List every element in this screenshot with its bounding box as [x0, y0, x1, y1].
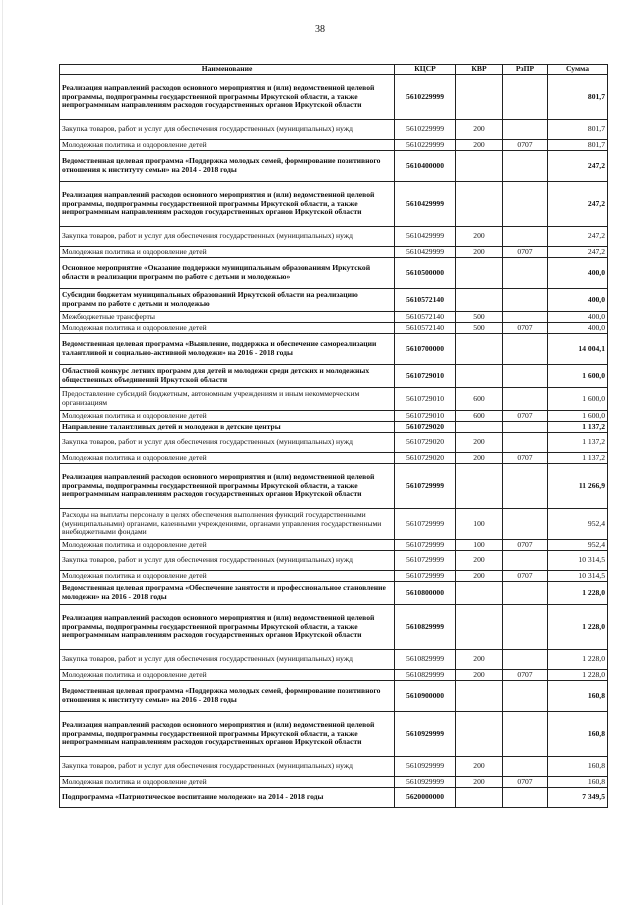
- table-row: [60, 605, 608, 650]
- row-name-cell: Подпрограмма «Патриотическое воспитание молодежи» на 2014 - 2018 годы: [60, 788, 395, 808]
- row-kvr-cell: 200: [456, 433, 503, 453]
- row-kcsr-cell: 5610729999: [395, 464, 456, 509]
- row-kvr-cell: [456, 422, 503, 433]
- row-kcsr-cell: 5610800000: [395, 582, 456, 605]
- row-kvr-cell: [456, 464, 503, 509]
- table-row: [60, 788, 608, 808]
- row-rzpr-cell: [503, 334, 548, 365]
- row-sum-cell: 247,2: [548, 151, 608, 182]
- row-name-cell: Молодежная политика и оздоровление детей: [60, 453, 395, 464]
- row-rzpr-cell: [503, 75, 548, 120]
- table-row: [60, 182, 608, 227]
- table-row: [60, 582, 608, 605]
- table-row: [60, 712, 608, 757]
- row-kcsr-cell: 5610229999: [395, 120, 456, 140]
- row-kvr-cell: [456, 605, 503, 650]
- row-rzpr-cell: 0707: [503, 571, 548, 582]
- row-kvr-cell: [456, 681, 503, 712]
- row-kvr-cell: 600: [456, 411, 503, 422]
- row-rzpr-cell: [503, 258, 548, 289]
- row-sum-cell: 1 600,0: [548, 411, 608, 422]
- row-name-cell: Молодежная политика и оздоровление детей: [60, 411, 395, 422]
- row-sum-cell: 247,2: [548, 247, 608, 258]
- table-row: [60, 551, 608, 571]
- row-kcsr-cell: 5610572140: [395, 312, 456, 323]
- row-name-cell: Молодежная политика и оздоровление детей: [60, 571, 395, 582]
- row-name-cell: Расходы на выплаты персоналу в целях обеспечения выполнения функций государственными (муниципальными) органами, казенными учреждениями, органами управления государственными внебюджетными фондами: [60, 509, 395, 540]
- table-row: [60, 388, 608, 411]
- row-sum-cell: 10 314,5: [548, 571, 608, 582]
- row-name-cell: Ведомственная целевая программа «Поддержка молодых семей, формирование позитивного отношения к институту семьи» на 2014 - 2018 годы: [60, 151, 395, 182]
- row-rzpr-cell: 0707: [503, 140, 548, 151]
- row-name-cell: Закупка товаров, работ и услуг для обеспечения государственных (муниципальных) нужд: [60, 551, 395, 571]
- header-name: Наименование: [60, 65, 395, 75]
- row-kcsr-cell: 5610429999: [395, 182, 456, 227]
- row-name-cell: Молодежная политика и оздоровление детей: [60, 540, 395, 551]
- row-kcsr-cell: 5610729010: [395, 365, 456, 388]
- row-name-cell: Областной конкурс летних программ для детей и молодежи среди детских и молодежных общественных объединений Иркутской области: [60, 365, 395, 388]
- row-rzpr-cell: 0707: [503, 247, 548, 258]
- row-kvr-cell: [456, 182, 503, 227]
- row-rzpr-cell: [503, 650, 548, 670]
- row-kvr-cell: 200: [456, 777, 503, 788]
- row-rzpr-cell: 0707: [503, 411, 548, 422]
- row-sum-cell: 801,7: [548, 140, 608, 151]
- row-name-cell: Реализация направлений расходов основного мероприятия и (или) ведомственной целевой программы, подпрограммы государственной программы Иркутской области, а также непрограммным направлениям расходов государственных органов Иркутской области: [60, 464, 395, 509]
- row-kcsr-cell: 5610929999: [395, 757, 456, 777]
- row-kvr-cell: 600: [456, 388, 503, 411]
- budget-table: [59, 64, 608, 808]
- row-rzpr-cell: [503, 551, 548, 571]
- row-sum-cell: 1 137,2: [548, 453, 608, 464]
- row-rzpr-cell: [503, 182, 548, 227]
- row-kvr-cell: 100: [456, 509, 503, 540]
- row-kvr-cell: 200: [456, 670, 503, 681]
- table-row: [60, 453, 608, 464]
- header-sum: Сумма: [548, 65, 608, 75]
- row-rzpr-cell: 0707: [503, 670, 548, 681]
- row-sum-cell: 801,7: [548, 120, 608, 140]
- row-kcsr-cell: 5610729010: [395, 388, 456, 411]
- row-name-cell: Молодежная политика и оздоровление детей: [60, 777, 395, 788]
- row-kcsr-cell: 5610729020: [395, 453, 456, 464]
- row-sum-cell: 1 228,0: [548, 582, 608, 605]
- table-row: [60, 365, 608, 388]
- table-row: [60, 464, 608, 509]
- row-kvr-cell: [456, 712, 503, 757]
- row-kcsr-cell: 5610829999: [395, 650, 456, 670]
- row-sum-cell: 801,7: [548, 75, 608, 120]
- table-row: [60, 509, 608, 540]
- row-name-cell: Основное мероприятие «Оказание поддержки муниципальным образованиям Иркутской области в реализации программ по работе с детьми и молодежью»: [60, 258, 395, 289]
- row-rzpr-cell: 0707: [503, 453, 548, 464]
- header-row: [60, 65, 608, 75]
- row-kcsr-cell: 5610229999: [395, 140, 456, 151]
- row-name-cell: Закупка товаров, работ и услуг для обеспечения государственных (муниципальных) нужд: [60, 433, 395, 453]
- header-kvr: КВР: [456, 65, 503, 75]
- table-row: [60, 571, 608, 582]
- header-kcsr: КЦСР: [395, 65, 456, 75]
- row-kvr-cell: 200: [456, 571, 503, 582]
- row-sum-cell: 1 137,2: [548, 422, 608, 433]
- row-name-cell: Закупка товаров, работ и услуг для обеспечения государственных (муниципальных) нужд: [60, 757, 395, 777]
- row-rzpr-cell: [503, 120, 548, 140]
- row-rzpr-cell: [503, 605, 548, 650]
- row-kvr-cell: [456, 289, 503, 312]
- row-sum-cell: 1 137,2: [548, 433, 608, 453]
- row-rzpr-cell: 0707: [503, 323, 548, 334]
- row-sum-cell: 1 228,0: [548, 605, 608, 650]
- row-sum-cell: 160,8: [548, 777, 608, 788]
- row-rzpr-cell: [503, 464, 548, 509]
- page-number: 38: [315, 24, 325, 35]
- row-kvr-cell: 200: [456, 120, 503, 140]
- row-kvr-cell: 500: [456, 312, 503, 323]
- row-kvr-cell: 200: [456, 757, 503, 777]
- table-row: [60, 75, 608, 120]
- row-kcsr-cell: 5610400000: [395, 151, 456, 182]
- row-rzpr-cell: 0707: [503, 540, 548, 551]
- row-rzpr-cell: [503, 757, 548, 777]
- row-kvr-cell: 200: [456, 551, 503, 571]
- row-rzpr-cell: [503, 712, 548, 757]
- row-sum-cell: 160,8: [548, 681, 608, 712]
- row-kvr-cell: 200: [456, 227, 503, 247]
- table-row: [60, 140, 608, 151]
- row-rzpr-cell: [503, 582, 548, 605]
- row-rzpr-cell: [503, 312, 548, 323]
- table-row: [60, 258, 608, 289]
- table-row: [60, 323, 608, 334]
- row-kvr-cell: [456, 258, 503, 289]
- row-rzpr-cell: [503, 289, 548, 312]
- table-row: [60, 670, 608, 681]
- row-kcsr-cell: 5610729020: [395, 422, 456, 433]
- row-rzpr-cell: [503, 227, 548, 247]
- table-row: [60, 289, 608, 312]
- row-sum-cell: 11 266,9: [548, 464, 608, 509]
- table-row: [60, 120, 608, 140]
- table-row: [60, 247, 608, 258]
- table-row: [60, 757, 608, 777]
- row-sum-cell: 1 228,0: [548, 650, 608, 670]
- table-row: [60, 777, 608, 788]
- row-rzpr-cell: 0707: [503, 777, 548, 788]
- row-rzpr-cell: [503, 509, 548, 540]
- row-sum-cell: 14 004,1: [548, 334, 608, 365]
- row-sum-cell: 400,0: [548, 312, 608, 323]
- row-name-cell: Ведомственная целевая программа «Обеспечение занятости и профессиональное становление молодежи» на 2016 - 2018 годы: [60, 582, 395, 605]
- row-name-cell: Ведомственная целевая программа «Поддержка молодых семей, формирование позитивного отношения к институту семьи» на 2016 - 2018 годы: [60, 681, 395, 712]
- row-kcsr-cell: 5610729999: [395, 571, 456, 582]
- row-sum-cell: 952,4: [548, 509, 608, 540]
- row-kvr-cell: [456, 334, 503, 365]
- table-row: [60, 334, 608, 365]
- table-row: [60, 227, 608, 247]
- table-row: [60, 681, 608, 712]
- row-name-cell: Реализация направлений расходов основного мероприятия и (или) ведомственной целевой программы, подпрограммы государственной программы Иркутской области, а также непрограммным направлениям расходов государственных органов Иркутской области: [60, 712, 395, 757]
- row-name-cell: Закупка товаров, работ и услуг для обеспечения государственных (муниципальных) нужд: [60, 650, 395, 670]
- row-kvr-cell: 500: [456, 323, 503, 334]
- row-sum-cell: 247,2: [548, 227, 608, 247]
- table-row: [60, 411, 608, 422]
- scan-edge: [2, 0, 3, 905]
- row-name-cell: Реализация направлений расходов основного мероприятия и (или) ведомственной целевой программы, подпрограммы государственной программы Иркутской области, а также непрограммным направлениям расходов государственных органов Иркутской области: [60, 75, 395, 120]
- row-kvr-cell: 200: [456, 140, 503, 151]
- row-sum-cell: 10 314,5: [548, 551, 608, 571]
- row-rzpr-cell: [503, 433, 548, 453]
- row-kvr-cell: [456, 365, 503, 388]
- row-kcsr-cell: 5610429999: [395, 247, 456, 258]
- table-row: [60, 312, 608, 323]
- row-sum-cell: 160,8: [548, 757, 608, 777]
- row-kcsr-cell: 5610929999: [395, 777, 456, 788]
- table-row: [60, 422, 608, 433]
- row-kcsr-cell: 5610729010: [395, 411, 456, 422]
- row-sum-cell: 1 600,0: [548, 388, 608, 411]
- table-row: [60, 650, 608, 670]
- row-kcsr-cell: 5610572140: [395, 289, 456, 312]
- row-name-cell: Молодежная политика и оздоровление детей: [60, 670, 395, 681]
- row-name-cell: Направление талантливых детей и молодежи в детские центры: [60, 422, 395, 433]
- row-kvr-cell: [456, 788, 503, 808]
- row-kcsr-cell: 5610700000: [395, 334, 456, 365]
- row-name-cell: Предоставление субсидий бюджетным, автономным учреждениям и иным некоммерческим организациям: [60, 388, 395, 411]
- row-kcsr-cell: 5610829999: [395, 670, 456, 681]
- row-sum-cell: 1 228,0: [548, 670, 608, 681]
- table-row: [60, 433, 608, 453]
- row-name-cell: Закупка товаров, работ и услуг для обеспечения государственных (муниципальных) нужд: [60, 120, 395, 140]
- row-name-cell: Реализация направлений расходов основного мероприятия и (или) ведомственной целевой программы, подпрограммы государственной программы Иркутской области, а также непрограммным направлениям расходов государственных органов Иркутской области: [60, 605, 395, 650]
- row-name-cell: Ведомственная целевая программа «Выявление, поддержка и обеспечение самореализации талантливой и социально-активной молодежи» на 2016 - 2018 годы: [60, 334, 395, 365]
- row-kvr-cell: [456, 75, 503, 120]
- row-sum-cell: 952,4: [548, 540, 608, 551]
- table-body: [60, 75, 608, 808]
- table-row: [60, 540, 608, 551]
- table-row: [60, 151, 608, 182]
- row-kvr-cell: 200: [456, 247, 503, 258]
- row-kcsr-cell: 5610929999: [395, 712, 456, 757]
- row-kcsr-cell: 5610729999: [395, 509, 456, 540]
- row-rzpr-cell: [503, 365, 548, 388]
- row-rzpr-cell: [503, 388, 548, 411]
- row-sum-cell: 247,2: [548, 182, 608, 227]
- row-kcsr-cell: 5610829999: [395, 605, 456, 650]
- row-kvr-cell: 200: [456, 650, 503, 670]
- row-kcsr-cell: 5610500000: [395, 258, 456, 289]
- row-name-cell: Субсидии бюджетам муниципальных образований Иркутской области на реализацию программ по работе с детьми и молодежью: [60, 289, 395, 312]
- row-rzpr-cell: [503, 681, 548, 712]
- row-name-cell: Молодежная политика и оздоровление детей: [60, 323, 395, 334]
- row-kcsr-cell: 5610900000: [395, 681, 456, 712]
- row-sum-cell: 400,0: [548, 323, 608, 334]
- row-name-cell: Закупка товаров, работ и услуг для обеспечения государственных (муниципальных) нужд: [60, 227, 395, 247]
- row-kcsr-cell: 5610729999: [395, 551, 456, 571]
- row-kcsr-cell: 5620000000: [395, 788, 456, 808]
- row-kcsr-cell: 5610729020: [395, 433, 456, 453]
- row-kvr-cell: 200: [456, 453, 503, 464]
- row-kcsr-cell: 5610429999: [395, 227, 456, 247]
- row-name-cell: Межбюджетные трансферты: [60, 312, 395, 323]
- row-kvr-cell: [456, 151, 503, 182]
- row-rzpr-cell: [503, 788, 548, 808]
- row-sum-cell: 400,0: [548, 289, 608, 312]
- row-kcsr-cell: 5610572140: [395, 323, 456, 334]
- row-kcsr-cell: 5610729999: [395, 540, 456, 551]
- header-rzpr: РзПР: [503, 65, 548, 75]
- table-header: [60, 65, 608, 75]
- row-kvr-cell: [456, 582, 503, 605]
- row-sum-cell: 160,8: [548, 712, 608, 757]
- row-name-cell: Молодежная политика и оздоровление детей: [60, 140, 395, 151]
- row-kcsr-cell: 5610229999: [395, 75, 456, 120]
- row-rzpr-cell: [503, 422, 548, 433]
- row-rzpr-cell: [503, 151, 548, 182]
- row-name-cell: Реализация направлений расходов основного мероприятия и (или) ведомственной целевой программы, подпрограммы государственной программы Иркутской области, а также непрограммным направлениям расходов государственных органов Иркутской области: [60, 182, 395, 227]
- row-sum-cell: 400,0: [548, 258, 608, 289]
- row-sum-cell: 1 600,0: [548, 365, 608, 388]
- row-name-cell: Молодежная политика и оздоровление детей: [60, 247, 395, 258]
- row-kvr-cell: 100: [456, 540, 503, 551]
- row-sum-cell: 7 349,5: [548, 788, 608, 808]
